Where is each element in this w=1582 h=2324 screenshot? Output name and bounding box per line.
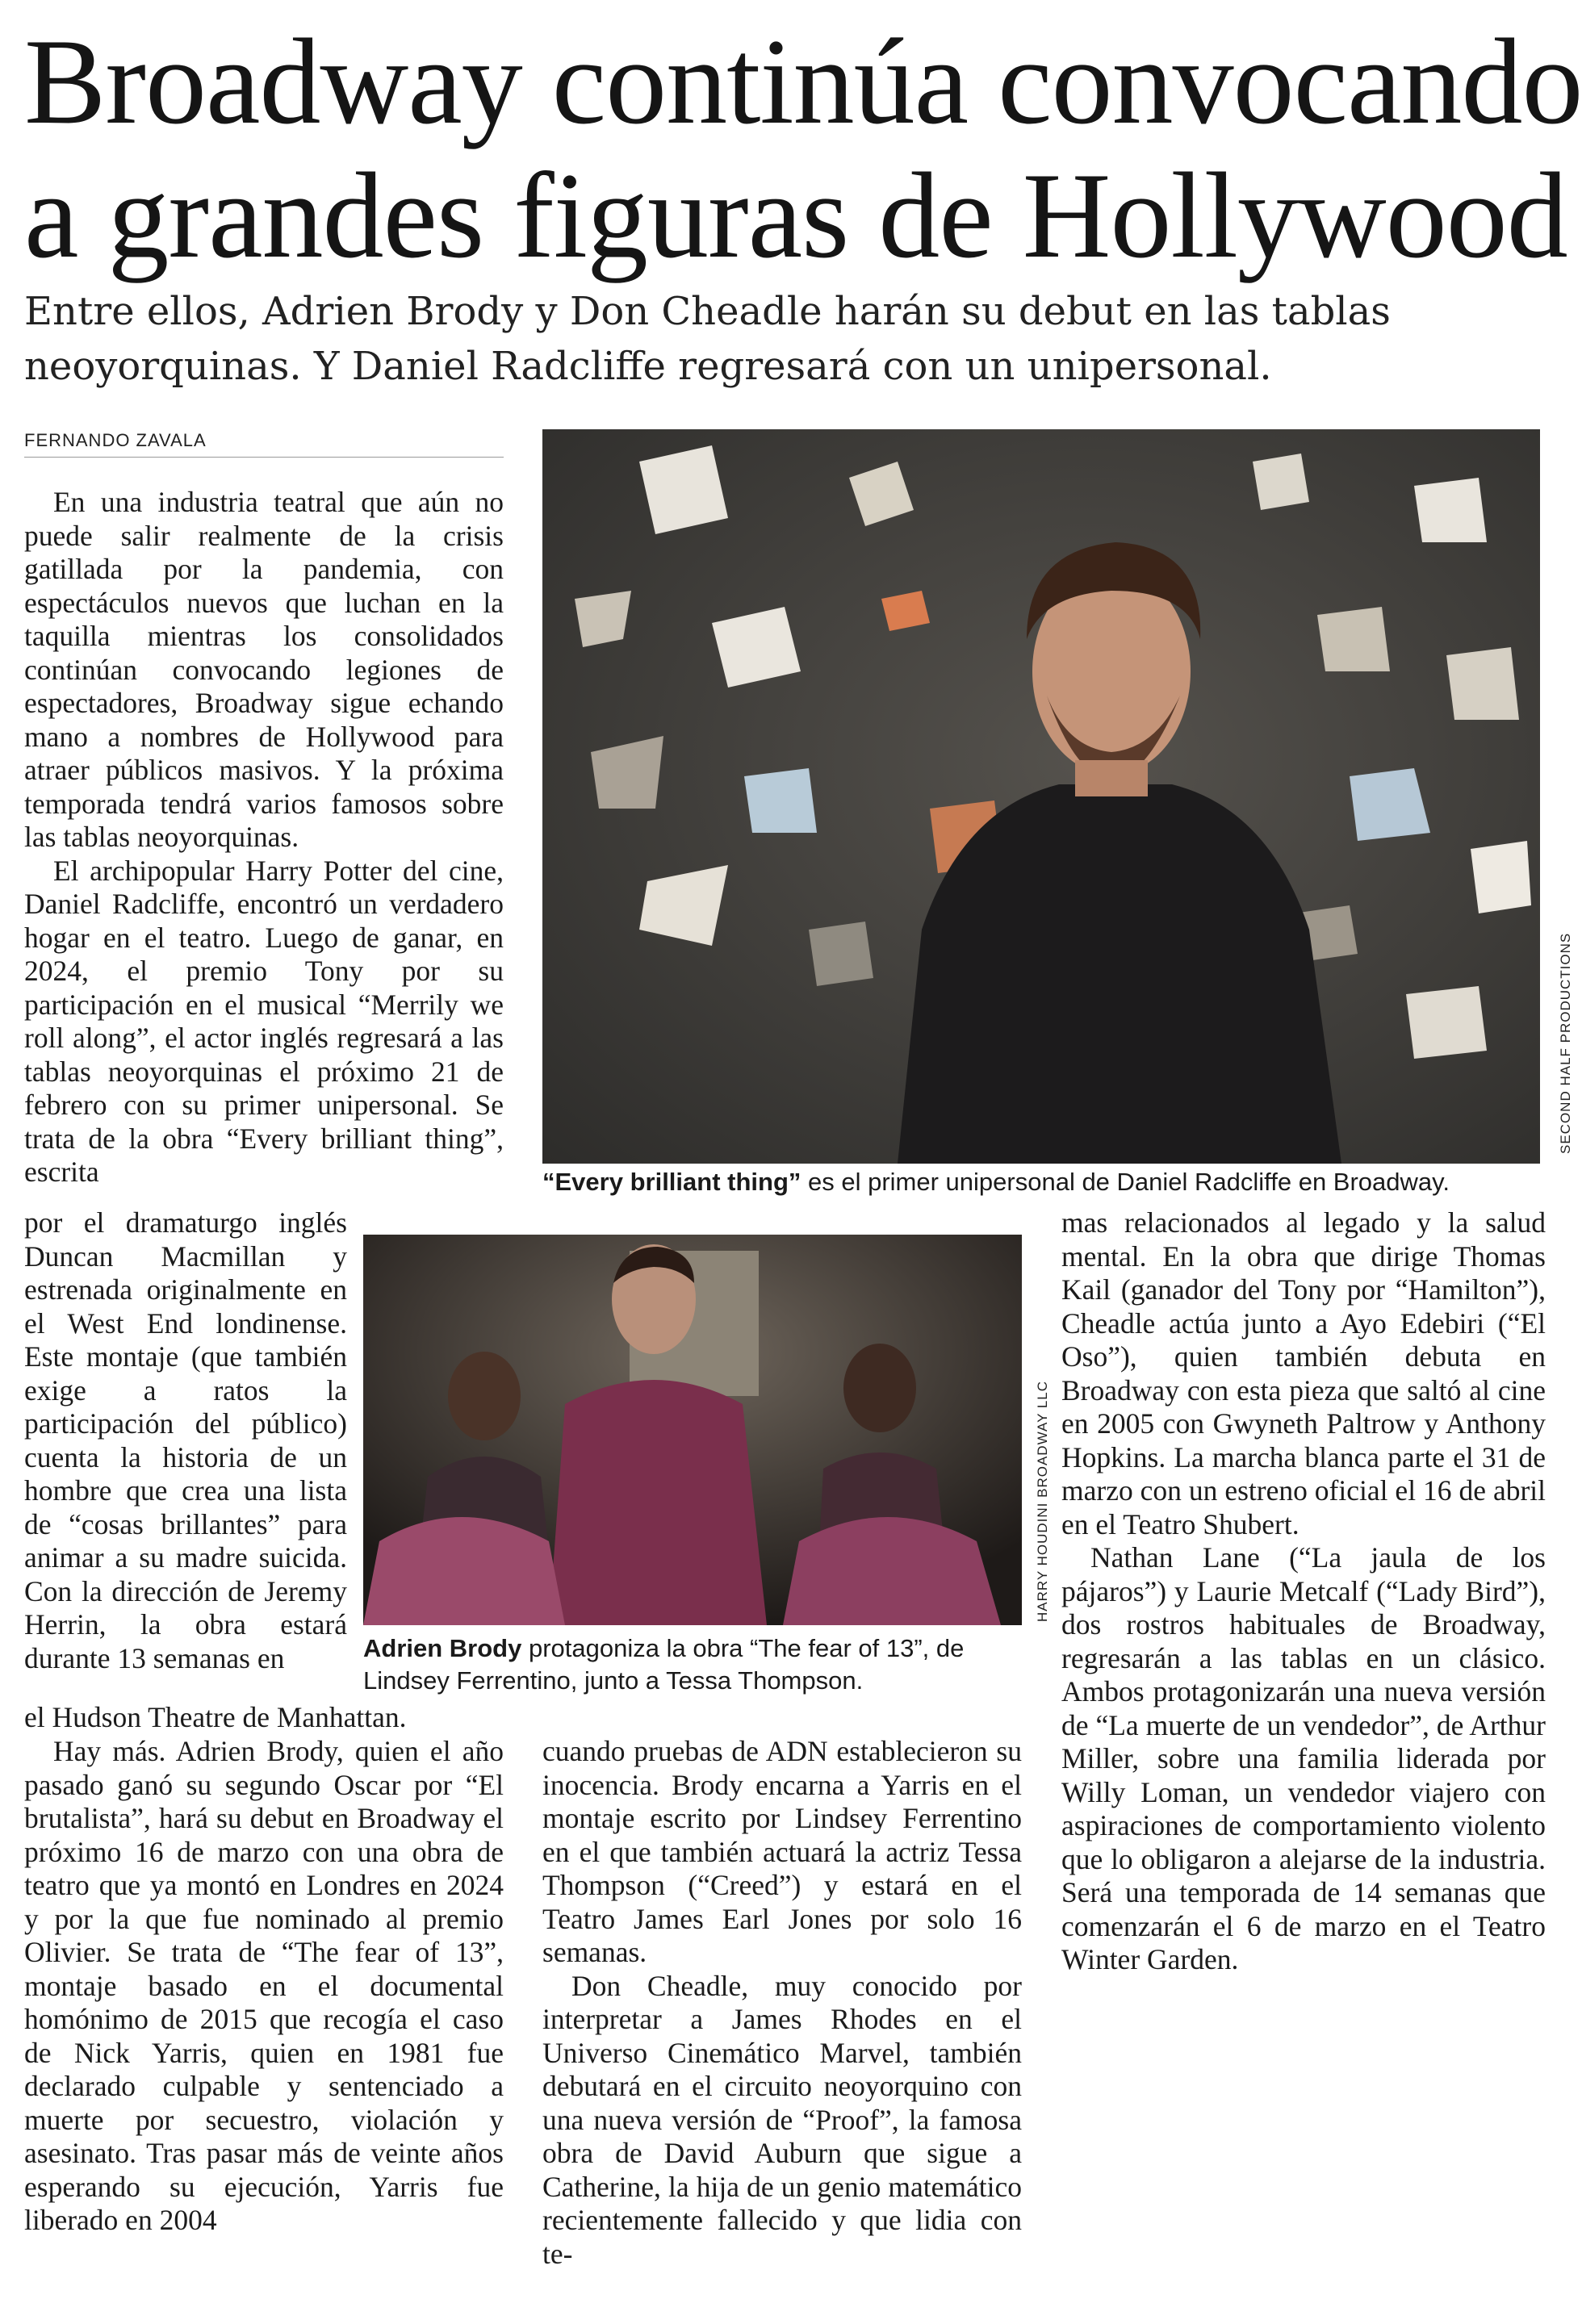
byline-divider [24,457,504,458]
radcliffe-caption-rest: es el primer unipersonal de Daniel Radcliffe en Broadway. [801,1168,1450,1196]
brody-photo-caption [363,1632,1033,1697]
article-paragraph: mas relacionados al legado y la salud mental. En la obra que dirige Thomas Kail (ganador del Tony por “Hamilton”), Cheadle actúa junto a Ayo Edebiri (“El Oso”), quien también debuta en Broadway con esta pieza que saltó al cine en 2005 con Gwyneth Paltrow y Anthony Hopkins. La marcha blanca parte el 31 de marzo con un estreno oficial el 16 de abril en el Teatro Shubert. [1061,1206,1546,1540]
headline-line-2: a grandes figuras de Hollywood [24,148,1567,283]
deck-line-2: neoyorquinas. Y Daniel Radcliffe regresará con un unipersonal. [24,344,1272,389]
article-paragraph: cuando pruebas de ADN establecieron su inocencia. Brody encarna a Yarris en el montaje escrito por Lindsey Ferrentino en el que también actuará la actriz Tessa Thompson (“Creed”) y estará en el Teatro James Earl Jones por solo 16 semanas. [542,1735,1022,1968]
brody-photo-credit: HARRY HOUDINI BROADWAY LLC [1035,1380,1050,1622]
byline: FERNANDO ZAVALA [24,430,207,450]
brody-caption-rest: protagoniza la obra “The fear of 13”, de Lindsey Ferrentino, junto a Tessa Thompson. [363,1634,965,1695]
radcliffe-photo-credit: SECOND HALF PRODUCTIONS [1558,932,1573,1154]
radcliffe-photo-caption [542,1166,1543,1198]
article-column-a-bottom [24,1735,504,2238]
article-paragraph: Nathan Lane (“La jaula de los pájaros”) y Laurie Metcalf (“Lady Bird”), dos rostros habituales de Broadway, regresarán a las tablas en un clásico. Ambos protagonizarán una nueva versión de “La muerte de un vendedor”, de Arthur Miller, sobre una familia liderada por Willy Loman, un vendedor viajero con aspiraciones de comportamiento violento que lo obligaron a alejarse de la industria. Será una temporada de 14 semanas que comenzarán el 6 de marzo en el Teatro Winter Garden. [1061,1541,1546,1975]
article-paragraph: El archipopular Harry Potter del cine, Daniel Radcliffe, encontró un verdadero hogar en el teatro. Luego de ganar, en 2024, el premio Tony por su participación en el musical “Merrily we roll along”, el actor inglés regresará a las tablas neoyorquinas el próximo 21 de febrero con su primer unipersonal. Se trata de la obra “Every brilliant thing”, escrita [24,854,504,1188]
brody-photo-illustration [363,1235,1022,1625]
article-paragraph: por el dramaturgo inglés Duncan Macmillan y estrenada originalmente en el West End londinense. Este montaje (que también exige a ratos la participación del público) cuenta la historia de un hombre que crea una lista de “cosas brillantes” para animar a su madre suicida. Con la dirección de Jeremy Herrin, la obra estará durante 13 semanas en [24,1206,347,1674]
article-column-a [24,486,504,1189]
article-line [24,1701,504,1735]
article-paragraph: Hay más. Adrien Brody, quien el año pasado ganó su segundo Oscar por “El brutalista”, hará su debut en Broadway el próximo 16 de marzo con una obra de teatro que ya montó en Londres en 2024 y por la que fue nominado al premio Olivier. Se trata de “The fear of 13”, montaje basado en el documental homónimo de 2015 que recogía el caso de Nick Yarris, quien en 1981 fue declarado culpable y sentenciado a muerte por secuestro, violación y asesinato. Tras pasar más de veinte años esperando su ejecución, Yarris fue liberado en 2004 [24,1735,504,2236]
deck-line-1: Entre ellos, Adrien Brody y Don Cheadle harán su debut en las tablas [24,289,1391,334]
radcliffe-photo [542,429,1540,1164]
article-paragraph: el Hudson Theatre de Manhattan. [24,1701,407,1733]
article-column-a-narrow [24,1206,347,1675]
brody-caption-bold: Adrien Brody [363,1634,522,1662]
brody-photo [363,1235,1022,1625]
headline-line-1: Broadway continúa convocando [24,14,1582,149]
radcliffe-caption-bold: “Every brilliant thing” [542,1168,801,1196]
deck-subtitle [24,284,1558,394]
article-paragraph: Don Cheadle, muy conocido por interpretar a James Rhodes en el Universo Cinemático Marvel, también debutará en el circuito neoyorquino con una nueva versión de “Proof”, la famosa obra de David Auburn que sigue a Catherine, la hija de un genio matemático recientemente fallecido y que lidia con te- [542,1969,1022,2270]
radcliffe-photo-illustration [542,429,1540,1164]
article-paragraph: En una industria teatral que aún no puede salir realmente de la crisis gatillada por la pandemia, con espectáculos nuevos que luchan en la taquilla mientras los consolidados continúan convocando legiones de espectadores, Broadway sigue echando mano a nombres de Hollywood para atraer públicos masivos. Y la próxima temporada tendrá varios famosos sobre las tablas neoyorquinas. [24,486,504,853]
article-column-c [1061,1206,1546,1977]
headline [24,14,1582,283]
article-column-b [542,1735,1022,2271]
